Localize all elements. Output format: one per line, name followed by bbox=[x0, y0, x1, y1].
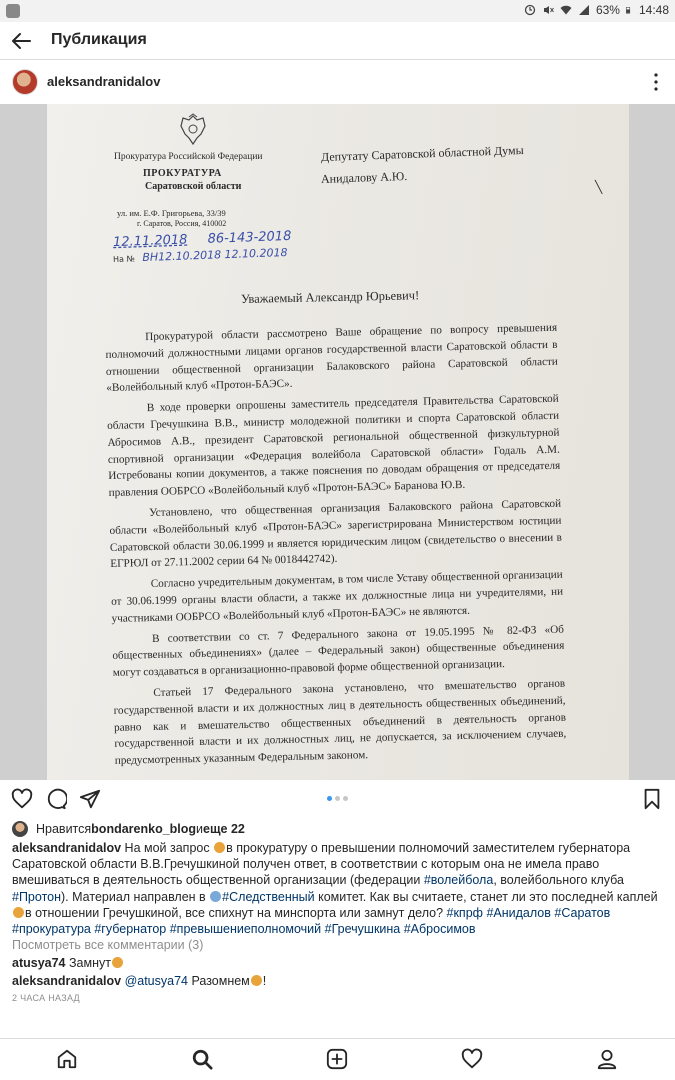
comment-row bbox=[12, 974, 266, 988]
caption-text bbox=[12, 841, 658, 936]
doc-paragraph: Статьей 17 Федерального закона установлено, что вмешательство органов государственной власти и их должностных лиц в деятельность общественных объединений, равно как и вмешательство общественных объединений в деятельность органов государственной власти и их должностных лиц, не допускается, за исключением случаев, предусмотренных указанным Федеральным законом. bbox=[113, 677, 567, 768]
hashtag-link[interactable]: #Следственный bbox=[222, 889, 315, 904]
doc-paragraph: Согласно учредительным документам, в том числе Уставу общественной организации от 30.06.1999 органы власти области, а также их должностные лица ни учредителями, ни участниками ООБРСО «Волейбольный клуб «Протон-БАЭС» не являются. bbox=[111, 568, 564, 625]
likes-middle: и bbox=[196, 822, 204, 836]
hashtag-link[interactable]: #превышениеполномочий bbox=[169, 922, 322, 937]
view-all-comments[interactable]: Посмотреть все комментарии (3) bbox=[12, 938, 204, 952]
search-icon[interactable] bbox=[191, 1048, 213, 1070]
send-icon[interactable] bbox=[79, 788, 101, 810]
bookmark-icon[interactable] bbox=[641, 788, 663, 810]
arrow-left-icon[interactable] bbox=[10, 30, 32, 52]
mute-icon bbox=[542, 4, 554, 16]
home-icon[interactable] bbox=[56, 1048, 78, 1070]
hashtag-link[interactable]: #кпрф bbox=[446, 905, 483, 920]
doc-paragraph: В ходе проверки опрошены заместитель председателя Правительства Саратовской области Гречушкина В.В., министр молодежной политики и спорта Саратовской области Абросимов А.В., президент Саратовской региональной общественной физкультурной спортивной организации «Федерация волейбола Саратовской области» Годаль А.М. Истребованы копии документов, а также пояснения по доводам обращения от председателя правления ООБРСО «Волейбольный клуб «Протон-БАЭС» Баранова Ю.В. bbox=[107, 392, 561, 500]
caption-segment: в отношении Гречушкиной, все спихнут на минспорта или замнут дело? bbox=[25, 905, 447, 920]
doc-recipient-line1: Депутату Саратовской областной Думы bbox=[320, 142, 524, 164]
post-timestamp: 2 ЧАСА НАЗАД bbox=[12, 993, 80, 1003]
emoji-icon bbox=[210, 891, 221, 902]
doc-org-line1: Прокуратура Российской Федерации bbox=[114, 152, 263, 162]
doc-body bbox=[105, 320, 567, 774]
hashtag-link[interactable]: #губернатор bbox=[94, 922, 167, 937]
hand-emoji-icon bbox=[112, 957, 123, 968]
wifi-icon bbox=[560, 4, 572, 16]
doc-address-line1: ул. им. Е.Ф. Григорьева, 33/39 bbox=[117, 208, 226, 218]
post-caption bbox=[12, 840, 664, 937]
doc-paragraph: Установлено, что общественная организация Балаковского района Саратовской области «Волейбольный клуб «Протон-БАЭС» зарегистрирована Министерством юстиции Саратовской области 30.06.1999 и является юридическим лицом (свидетельство о внесении в ЕГРЮЛ от 27.11.2002 серии 64 № 0018442742). bbox=[109, 497, 562, 571]
doc-salutation: Уважаемый Александр Юрьевич! bbox=[240, 288, 420, 306]
likes-row[interactable] bbox=[12, 820, 663, 838]
hashtag-link[interactable]: #Анидалов bbox=[486, 905, 551, 920]
comment-username[interactable]: aleksandranidalov bbox=[12, 974, 122, 988]
emoji-icon bbox=[214, 842, 225, 853]
carousel-dot bbox=[343, 796, 348, 801]
likes-others[interactable]: еще 22 bbox=[203, 822, 245, 836]
muscle-emoji-icon bbox=[251, 975, 262, 986]
emoji-icon bbox=[13, 907, 24, 918]
comment-username[interactable]: atusya74 bbox=[12, 956, 66, 970]
page-title: Публикация bbox=[51, 31, 147, 48]
doc-org-line2: ПРОКУРАТУРА bbox=[143, 168, 222, 179]
post-actions bbox=[0, 780, 675, 818]
liker-avatar bbox=[12, 821, 28, 837]
signal-icon bbox=[578, 4, 590, 16]
bottom-nav bbox=[0, 1038, 675, 1080]
comment-suffix: ! bbox=[262, 974, 267, 988]
doc-pen-mark: ╲ bbox=[595, 180, 603, 194]
hashtag-link[interactable]: #Гречушкина bbox=[324, 922, 401, 937]
profile-icon[interactable] bbox=[596, 1048, 618, 1070]
doc-paragraph: Прокуратурой области рассмотрено Ваше обращение по вопросу превышения полномочий должностными лицами органов государственной власти Саратовской области в отношении общественной организации Балаковского района Саратовской области «Волейбольный клуб «Протон-БАЭС». bbox=[105, 321, 558, 395]
caption-segment: На мой запрос bbox=[121, 841, 214, 855]
battery-icon bbox=[626, 4, 633, 16]
comment-mention[interactable]: @atusya74 bbox=[124, 974, 188, 988]
comment-text: Разомнем bbox=[187, 974, 250, 988]
hashtag-link[interactable]: #прокуратура bbox=[12, 922, 91, 937]
comment-icon[interactable] bbox=[45, 788, 67, 810]
likes-prefix: Нравится bbox=[36, 822, 92, 836]
doc-ref-prefix: На № bbox=[112, 254, 136, 265]
coat-of-arms-icon bbox=[175, 112, 211, 148]
hashtag-link[interactable]: #Абросимов bbox=[403, 922, 476, 937]
hashtag-link[interactable]: #Протон bbox=[12, 889, 62, 904]
doc-ref-value: ВН12.10.2018 12.10.2018 bbox=[142, 245, 288, 265]
heart-icon[interactable] bbox=[11, 788, 33, 810]
caption-segment: ). Материал направлен в bbox=[61, 889, 210, 904]
doc-paragraph: В соответствии со ст. 7 Федерального закона от 19.05.1995 № 82-ФЗ «Об общественных объединениях» (далее – Федеральный закон) общественные объединения могут создаваться в организационно-правовой форме общественной организации. bbox=[112, 623, 565, 680]
carousel-dot bbox=[327, 796, 332, 801]
clock: 14:48 bbox=[638, 3, 669, 17]
post-image[interactable] bbox=[0, 104, 675, 780]
add-post-icon[interactable] bbox=[326, 1048, 348, 1070]
hashtag-link[interactable]: #волейбола bbox=[423, 873, 494, 888]
hashtag-link[interactable]: #Саратов bbox=[554, 905, 611, 920]
likes-user[interactable]: bondarenko_blog bbox=[91, 822, 197, 836]
doc-recipient-line2: Анидалову А.Ю. bbox=[320, 168, 408, 186]
doc-date-value: 12.11.2018 bbox=[112, 232, 188, 251]
activity-heart-icon[interactable] bbox=[461, 1048, 483, 1070]
avatar[interactable] bbox=[12, 69, 38, 95]
carousel-dot bbox=[335, 796, 340, 801]
caption-segment: , волейбольного клуба bbox=[493, 873, 624, 888]
doc-address-line2: г. Саратов, Россия, 410002 bbox=[137, 219, 227, 228]
post-header bbox=[0, 60, 675, 104]
document-photo bbox=[47, 104, 629, 780]
app-bar bbox=[0, 22, 675, 60]
caption-segment: в прокуратуру о превышении полномочий заместителем губернатора Саратовской области В.В.Гречушкиной получен ответ, в соответствии с которым она не имела право вмешиваться в деятельность общественной организации (федерации bbox=[12, 841, 631, 888]
sync-icon bbox=[524, 4, 536, 16]
status-icons bbox=[524, 3, 669, 17]
status-bar bbox=[0, 0, 675, 22]
comment-row bbox=[12, 956, 124, 970]
app-notification-icon bbox=[6, 4, 20, 18]
comment-text: Замнут bbox=[65, 956, 111, 970]
caption-segment: комитет. Как вы считаете, станет ли это последней каплей bbox=[314, 889, 658, 904]
battery-text: 63% bbox=[595, 3, 620, 17]
doc-number-value: 86-143-2018 bbox=[207, 228, 292, 247]
post-username[interactable]: aleksandranidalov bbox=[47, 74, 161, 89]
carousel-indicator bbox=[327, 796, 348, 801]
more-vertical-icon[interactable] bbox=[653, 72, 659, 92]
caption-username[interactable]: aleksandranidalov bbox=[12, 841, 122, 855]
doc-org-line3: Саратовской области bbox=[145, 181, 242, 192]
